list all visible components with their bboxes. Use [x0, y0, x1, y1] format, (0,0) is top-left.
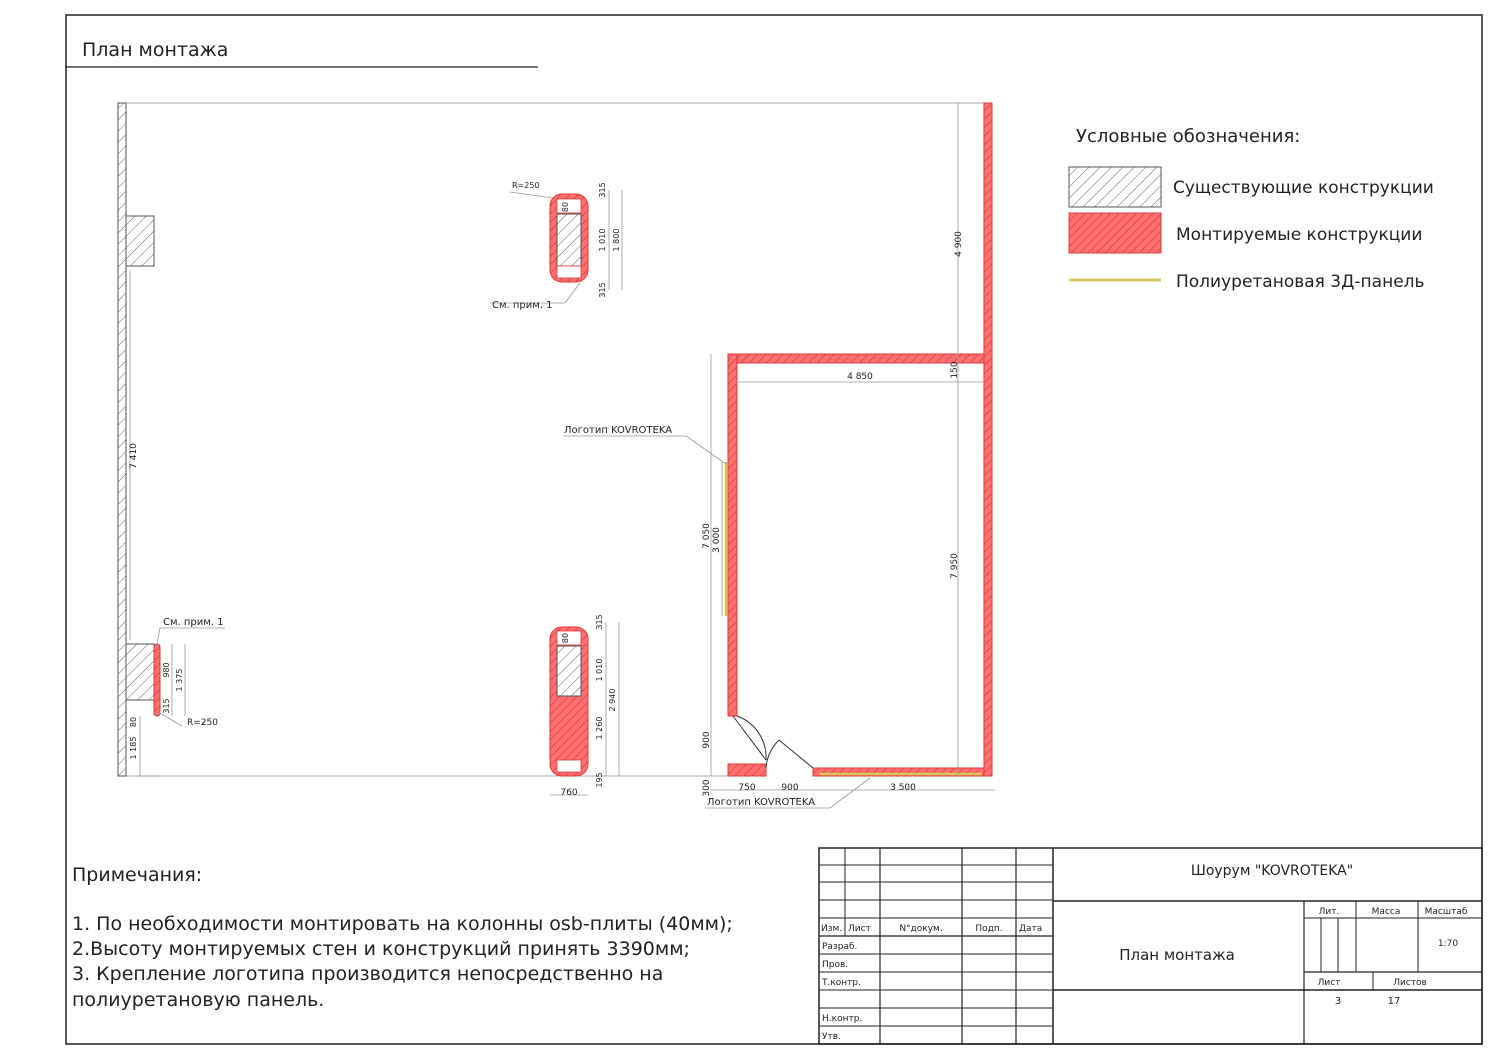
new-partition-top	[728, 354, 984, 363]
tb-row-tkontr: Т.контр.	[822, 978, 862, 988]
tb-list-label: Лист	[1317, 978, 1341, 988]
dim-left-980: 980	[162, 662, 171, 678]
notes	[72, 864, 733, 1011]
dim-col2-total: 2 940	[608, 688, 617, 712]
legend-swatch-existing	[1069, 167, 1161, 207]
dim-left-r: R=250	[187, 718, 218, 728]
tb-row-razrab: Разраб.	[822, 942, 858, 952]
existing-left-pilaster-bottom	[126, 644, 154, 700]
dim-col1-total: 1 800	[612, 228, 621, 252]
new-right-wall	[984, 103, 992, 776]
dim-right-top: 4 900	[954, 231, 964, 257]
tb-row-prov: Пров.	[822, 960, 849, 970]
note-line-2: 2.Высоту монтируемых стен и конструкций принять 3390мм;	[72, 938, 690, 960]
dim-col1-top: 315	[598, 182, 607, 198]
dim-door-900: 900	[702, 731, 712, 749]
dim-bottom-750: 750	[738, 783, 756, 793]
dim-left-1375: 1 375	[175, 668, 184, 692]
dim-bottom-3500: 3 500	[890, 783, 916, 793]
new-partition-left	[728, 354, 737, 716]
legend-label-panel: Полиуретановая 3Д-панель	[1176, 272, 1425, 292]
sheet-frame	[66, 15, 1482, 1044]
dim-logo-wall: 7 050	[702, 523, 712, 549]
dim-col2-mid: 1 010	[595, 658, 604, 682]
dim-partition-thk: 150	[950, 361, 960, 379]
existing-left-pilaster-top	[126, 216, 154, 266]
tb-listov-label: Листов	[1393, 978, 1427, 988]
dim-col2-80: 80	[561, 632, 570, 644]
dim-bottom-300: 300	[702, 779, 712, 797]
dim-room-height: 7 950	[950, 553, 960, 579]
dim-left-1185: 1 185	[129, 736, 138, 760]
tb-row-utv: Утв.	[822, 1032, 841, 1042]
tb-project: Шоурум "KOVROTEKA"	[1190, 863, 1354, 879]
door-left	[733, 716, 766, 760]
column-2	[550, 627, 588, 776]
dim-left-wall: 7 410	[129, 443, 139, 469]
tb-list-no: 3	[1334, 996, 1342, 1007]
legend-swatch-new	[1069, 213, 1161, 253]
dim-bottom-900: 900	[781, 783, 799, 793]
callout-logo-top: Логотип KOVROTEKA	[564, 425, 673, 436]
tb-scale: 1:70	[1437, 939, 1459, 949]
tb-massa: Масса	[1371, 907, 1401, 917]
dim-col1-mid: 1 010	[598, 228, 607, 252]
dim-col2-low: 1 260	[595, 716, 604, 740]
note-line-4: полиуретановую панель.	[72, 989, 325, 1011]
dim-logo-len: 3 000	[712, 527, 722, 553]
dim-room-width: 4 850	[847, 372, 873, 382]
tb-sheet-name: План монтажа	[1119, 946, 1235, 964]
new-bottom-wall-left	[728, 764, 766, 776]
page-title: План монтажа	[82, 39, 229, 61]
door-right	[766, 740, 813, 768]
callout-see-note-left: См. прим. 1	[163, 617, 224, 628]
dim-left-80: 80	[129, 716, 138, 728]
tb-listov-no: 17	[1387, 996, 1401, 1007]
dim-col1-80: 80	[561, 201, 570, 213]
tb-col-data: Дата	[1019, 924, 1043, 934]
note-line-3: 3. Крепление логотипа производится непосредственно на	[72, 963, 664, 985]
legend-label-existing: Существующие конструкции	[1173, 178, 1434, 198]
tb-lit: Лит.	[1318, 907, 1340, 917]
tb-row-nkontr: Н.контр.	[822, 1014, 863, 1024]
tb-col-izm: Изм.	[821, 924, 843, 934]
dim-col2-bottom: 195	[595, 772, 604, 788]
tb-col-ndoc: N°докум.	[899, 924, 943, 934]
legend	[1069, 126, 1434, 292]
legend-label-new: Монтируемые конструкции	[1176, 225, 1423, 245]
dim-col1-bottom: 315	[598, 282, 607, 298]
tb-masshtab: Масштаб	[1424, 907, 1468, 917]
existing-left-wall	[118, 103, 126, 776]
callout-see-note-col1: См. прим. 1	[492, 300, 553, 311]
floor-plan	[118, 103, 995, 808]
tb-col-list: Лист	[848, 924, 871, 934]
dim-col2-width: 760	[560, 788, 578, 798]
dim-left-315: 315	[162, 698, 171, 714]
note-line-1: 1. По необходимости монтировать на колонны osb-плиты (40мм);	[72, 913, 733, 935]
dim-col2-top: 315	[595, 614, 604, 630]
tb-col-podp: Подп.	[975, 924, 1003, 934]
notes-title: Примечания:	[72, 864, 203, 886]
callout-logo-bottom: Логотип KOVROTEKA	[707, 797, 816, 808]
legend-title: Условные обозначения:	[1076, 126, 1301, 147]
dim-col1-r: R=250	[512, 181, 540, 190]
left-column-cladding	[154, 644, 160, 716]
